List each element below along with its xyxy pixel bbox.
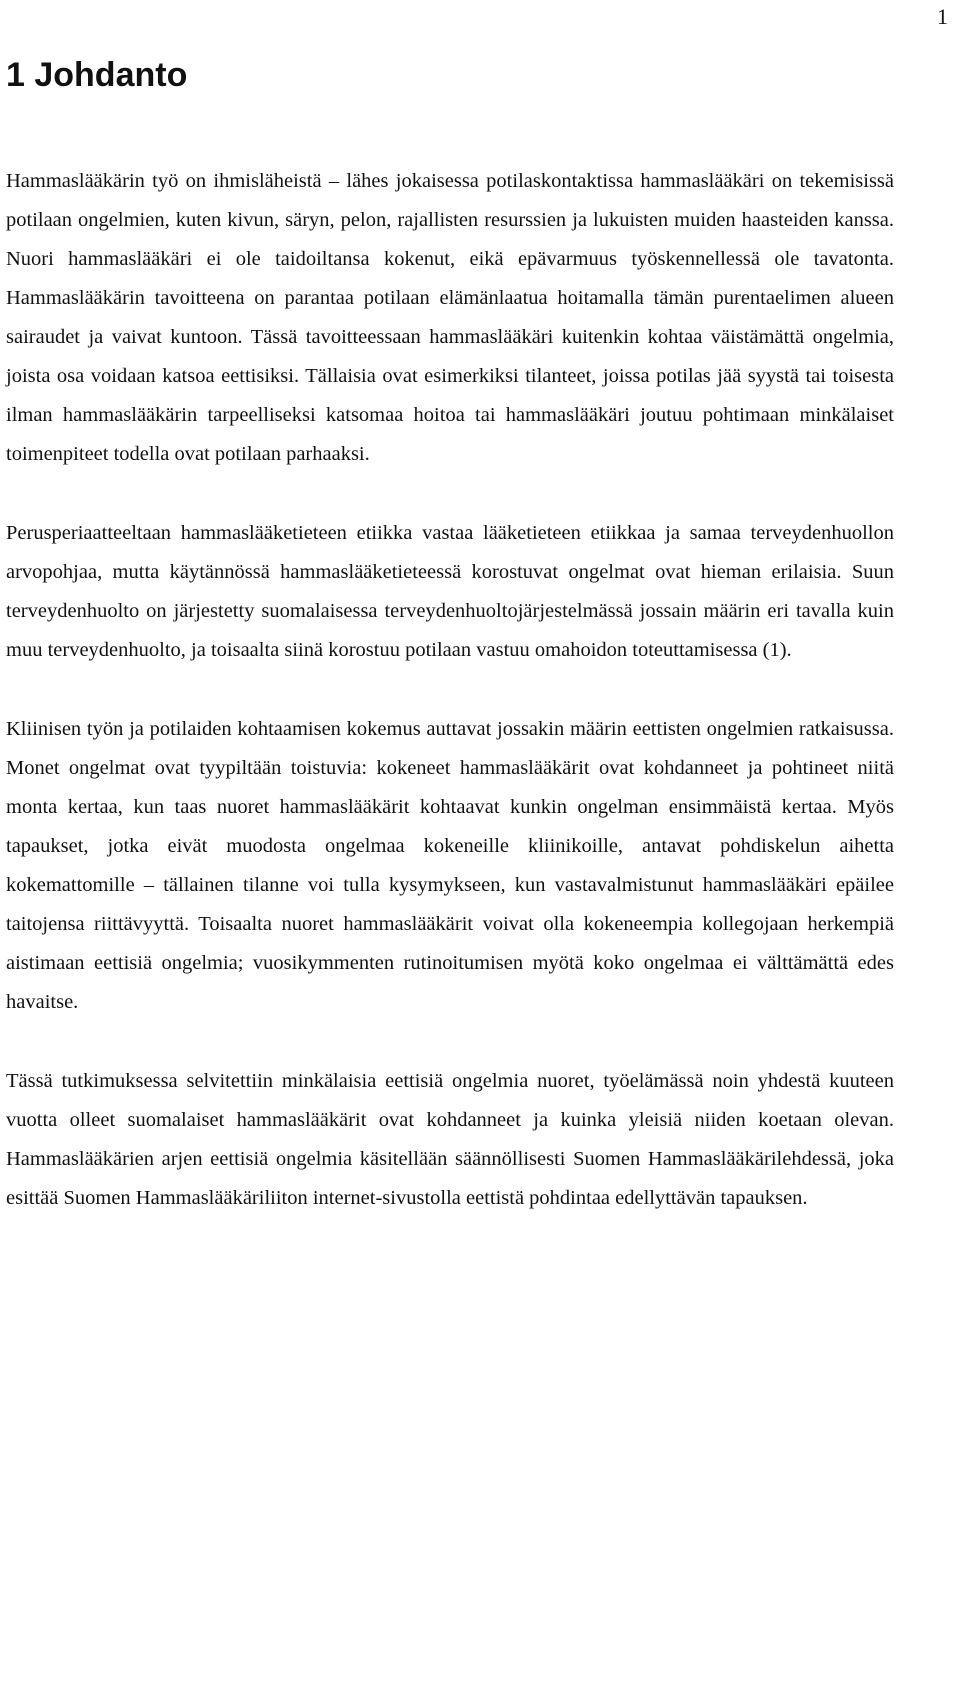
paragraph-3: Kliinisen työn ja potilaiden kohtaamisen kokemus auttavat jossakin määrin eettisten ongelmien ratkaisussa. Monet ongelmat ovat tyypiltään toistuvia: kokeneet hammaslääkärit ovat kohdanneet ja pohtineet niitä monta kertaa, kun taas nuoret hammaslääkärit kohtaavat kunkin ongelman ensimmäistä kertaa. Myös tapaukset, jotka eivät muodosta ongelmaa kokeneille kliinikoille, antavat pohdiskelun aihetta kokemattomille – tällainen tilanne voi tulla kysymykseen, kun vastavalmistunut hammaslääkäri epäilee taitojensa riittävyyttä. Toisaalta nuoret hammaslääkärit voivat olla kokeneempia kollegojaan herkempiä aistimaan eettisiä ongelmia; vuosikymmenten rutinoitumisen myötä koko ongelmaa ei välttämättä edes havaitse. [6,718,894,1013]
chapter-heading: 1 Johdanto [6,56,188,94]
paragraph-1: Hammaslääkärin työ on ihmisläheistä – lähes jokaisessa potilaskontaktissa hammaslääkäri on tekemisissä potilaan ongelmien, kuten kivun, säryn, pelon, rajallisten resurssien ja lukuisten muiden haasteiden kanssa. Nuori hammaslääkäri ei ole taidoiltansa kokenut, eikä epävarmuus työskennellessä ole tavatonta. Hammaslääkärin tavoitteena on parantaa potilaan elämänlaatua hoitamalla tämän purentaelimen alueen sairaudet ja vaivat kuntoon. Tässä tavoitteessaan hammaslääkäri kuitenkin kohtaa väistämättä ongelmia, joista osa voidaan katsoa eettisiksi. Tällaisia ovat esimerkiksi tilanteet, joissa potilas jää syystä tai toisesta ilman hammaslääkärin tarpeelliseksi katsomaa hoitoa tai hammaslääkäri joutuu pohtimaan minkälaiset toimenpiteet todella ovat potilaan parhaaksi. [6,170,894,465]
page-number: 1 [937,4,948,29]
body-text [6,162,894,1258]
paragraph-2: Perusperiaatteeltaan hammaslääketieteen etiikka vastaa lääketieteen etiikkaa ja samaa terveydenhuollon arvopohjaa, mutta käytännössä hammaslääketieteessä korostuvat ongelmat ovat hieman erilaisia. Suun terveydenhuolto on järjestetty suomalaisessa terveydenhuoltojärjestelmässä jossain määrin eri tavalla kuin muu terveydenhuolto, ja toisaalta siinä korostuu potilaan vastuu omahoidon toteuttamisessa (1). [6,522,894,661]
paragraph-4: Tässä tutkimuksessa selvitettiin minkälaisia eettisiä ongelmia nuoret, työelämässä noin yhdestä kuuteen vuotta olleet suomalaiset hammaslääkärit ovat kohdanneet ja kuinka yleisiä niiden koetaan olevan. Hammaslääkärien arjen eettisiä ongelmia käsitellään säännöllisesti Suomen Hammaslääkärilehdessä, joka esittää Suomen Hammaslääkäriliiton internet-sivustolla eettistä pohdintaa edellyttävän tapauksen. [6,1070,894,1209]
